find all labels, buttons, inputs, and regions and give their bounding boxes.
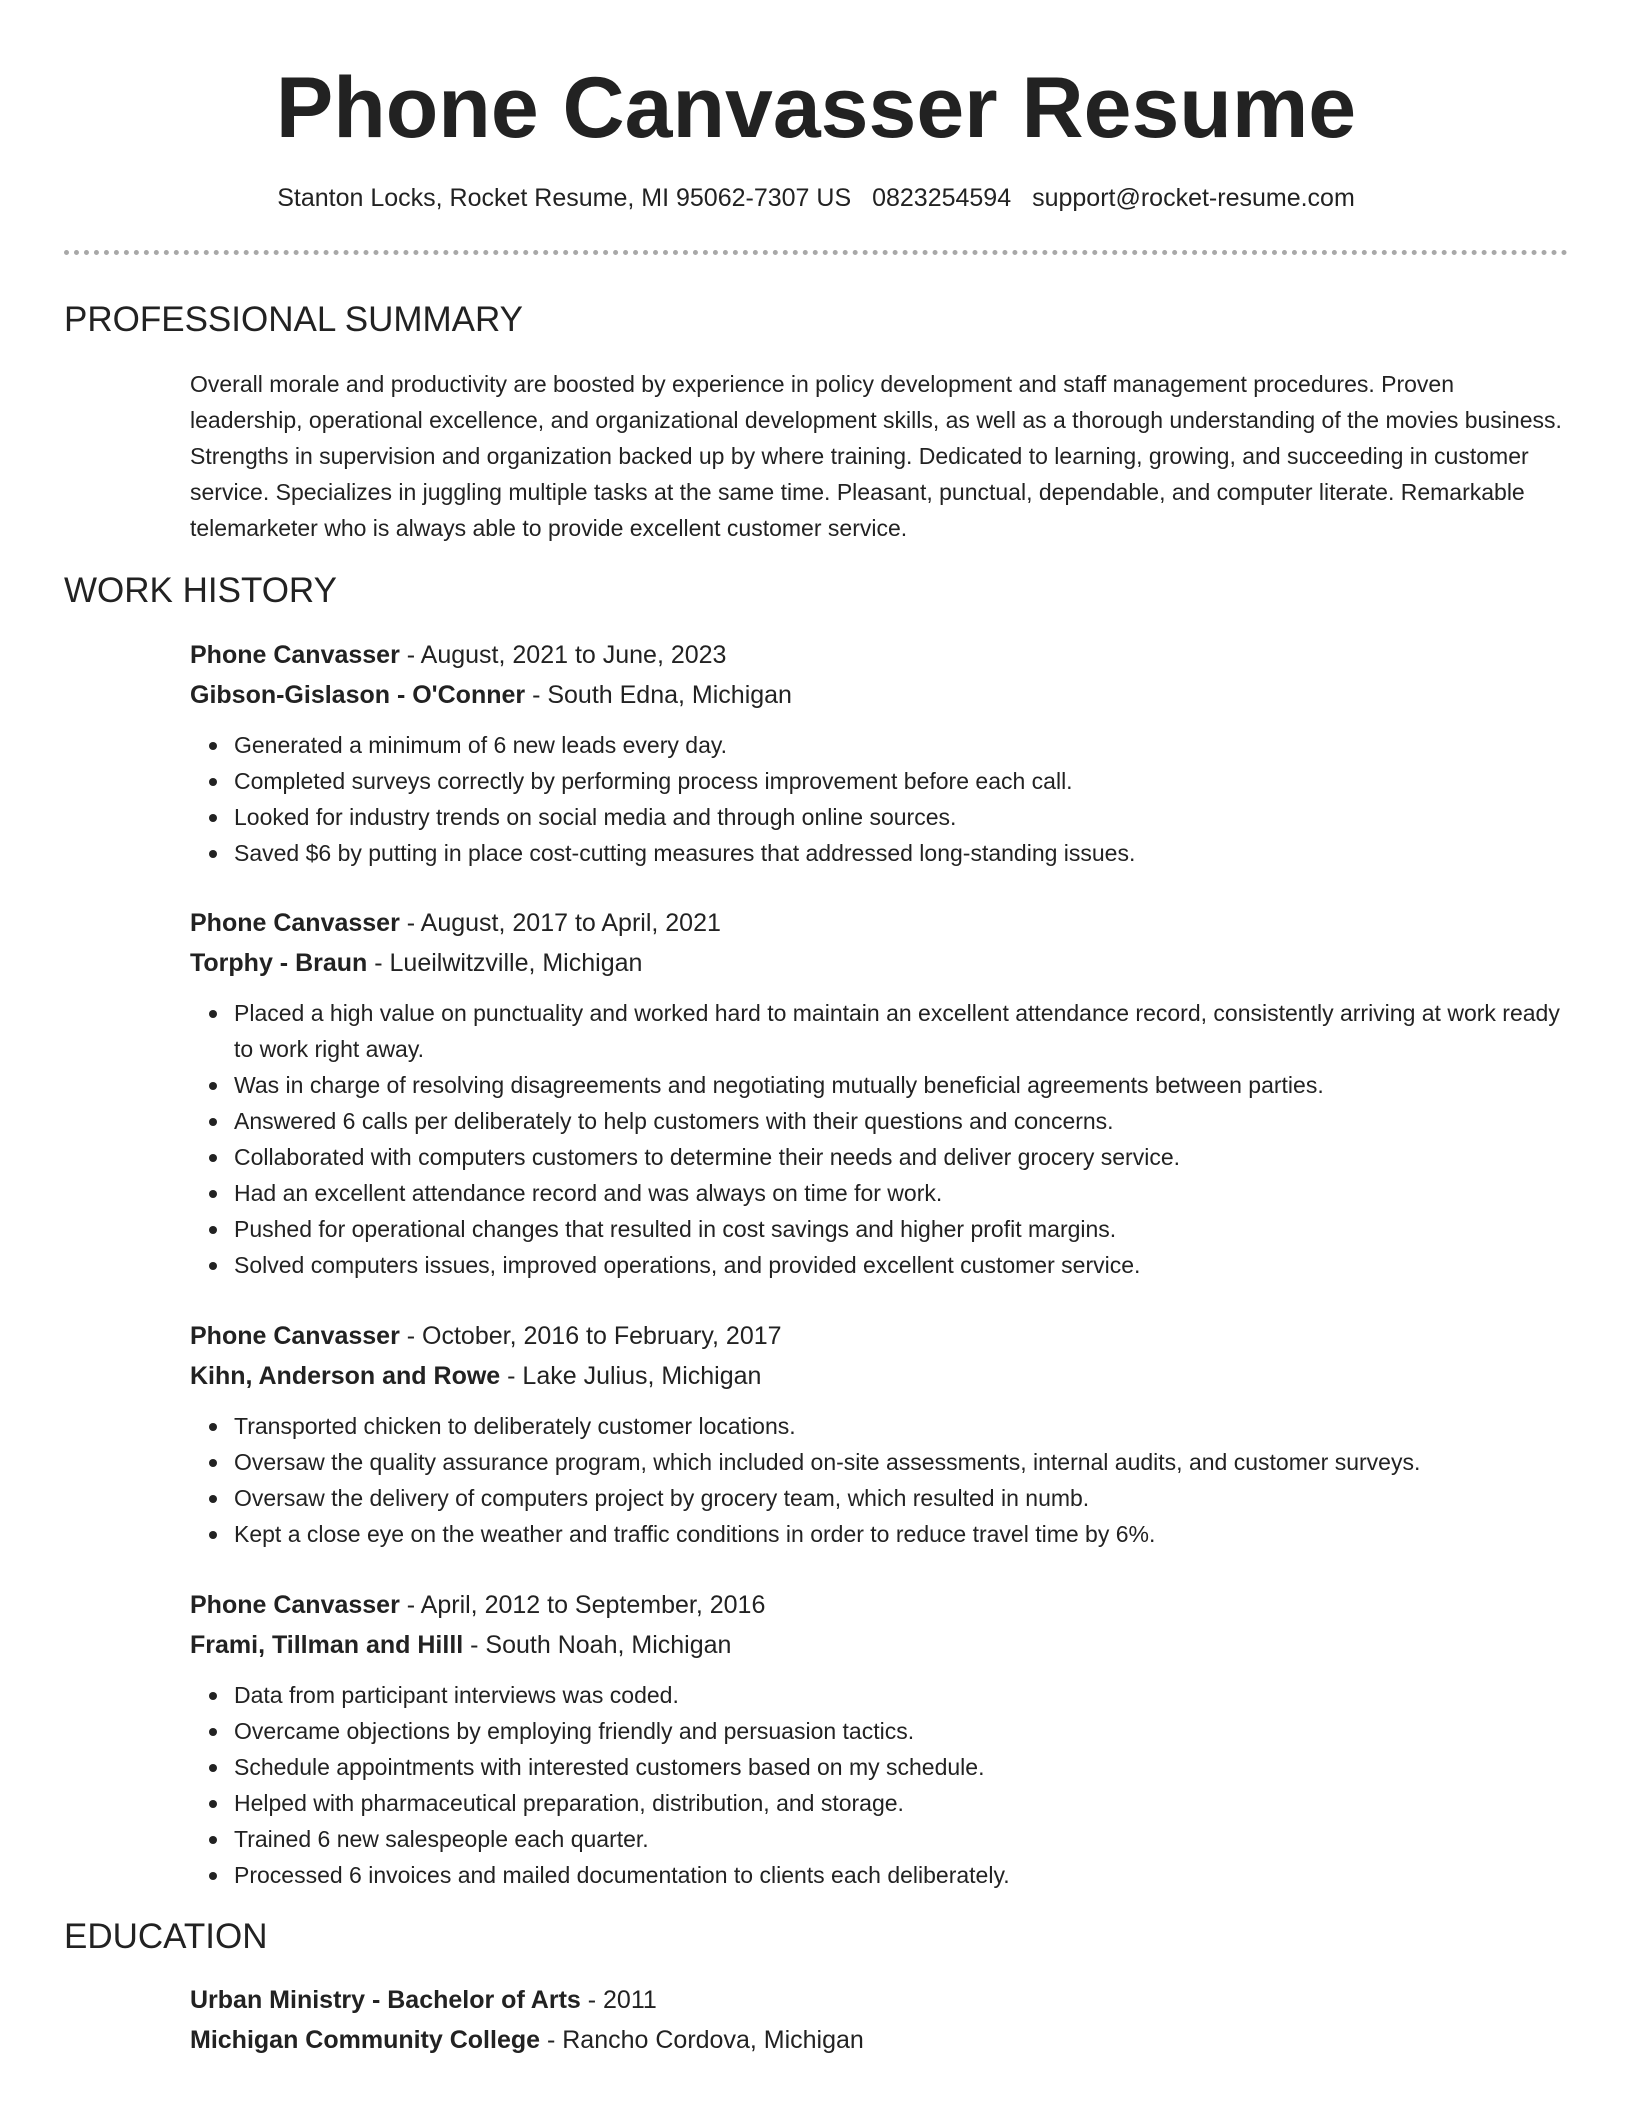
job-bullet: Kept a close eye on the weather and traffic conditions in order to reduce travel time by 6%.	[190, 1516, 1570, 1552]
job-bullet: Helped with pharmaceutical preparation, distribution, and storage.	[190, 1785, 1570, 1821]
job-dates: - October, 2016 to February, 2017	[399, 1322, 782, 1350]
job-company-line	[190, 1625, 1570, 1665]
job-bullet: Had an excellent attendance record and was always on time for work.	[190, 1175, 1570, 1211]
summary-text: Overall morale and productivity are boosted by experience in policy development and staff management procedures. Proven leadership, operational excellence, and organizational development skills, as well as a thorough understanding of the movies business. Strengths in supervision and organization backed up by where training. Dedicated to learning, growing, and succeeding in customer service. Specializes in juggling multiple tasks at the same time. Pleasant, punctual, dependable, and computer literate. Remarkable telemarketer who is always able to provide excellent customer service.	[190, 371, 1562, 541]
job-bullet: Collaborated with computers customers to determine their needs and deliver grocery service.	[190, 1139, 1570, 1175]
education-school-line	[190, 2020, 1570, 2060]
job-entry	[190, 635, 1570, 871]
job-bullet: Saved $6 by putting in place cost-cutting measures that addressed long-standing issues.	[190, 835, 1570, 871]
job-company: Frami, Tillman and Hilll	[190, 1631, 464, 1659]
job-bullet: Completed surveys correctly by performing process improvement before each call.	[190, 763, 1570, 799]
job-bullet: Placed a high value on punctuality and worked hard to maintain an excellent attendance record, consistently arriving at work ready to work right away.	[190, 995, 1570, 1067]
job-bullet: Transported chicken to deliberately customer locations.	[190, 1408, 1570, 1444]
job-bullet: Generated a minimum of 6 new leads every day.	[190, 727, 1570, 763]
education-location: - Rancho Cordova, Michigan	[540, 2026, 864, 2054]
job-bullet: Processed 6 invoices and mailed documentation to clients each deliberately.	[190, 1857, 1570, 1893]
job-company-line	[190, 1356, 1570, 1396]
education-entry	[190, 1980, 1570, 2060]
job-location: - South Noah, Michigan	[463, 1631, 732, 1659]
job-bullets	[190, 1408, 1570, 1552]
job-title: Phone Canvasser	[190, 909, 400, 937]
job-bullet: Oversaw the quality assurance program, which included on-site assessments, internal audits, and customer surveys.	[190, 1444, 1570, 1480]
job-bullet: Pushed for operational changes that resulted in cost savings and higher profit margins.	[190, 1211, 1570, 1247]
job-dates: - August, 2021 to June, 2023	[399, 641, 727, 669]
job-bullet: Data from participant interviews was coded.	[190, 1677, 1570, 1713]
job-bullet: Answered 6 calls per deliberately to help customers with their questions and concerns.	[190, 1103, 1570, 1139]
job-title-line	[190, 635, 1570, 675]
job-bullet: Looked for industry trends on social media and through online sources.	[190, 799, 1570, 835]
education-school: Michigan Community College	[190, 2026, 541, 2054]
education-heading: EDUCATION	[64, 1917, 268, 1956]
job-location: - Lake Julius, Michigan	[500, 1362, 762, 1390]
job-company-line	[190, 943, 1570, 983]
contact-email[interactable]: support@rocket-resume.com	[1032, 184, 1355, 212]
job-bullet: Overcame objections by employing friendly and persuasion tactics.	[190, 1713, 1570, 1749]
job-title: Phone Canvasser	[190, 641, 400, 669]
job-company-line	[190, 675, 1570, 715]
job-title-line	[190, 1585, 1570, 1625]
work-history-heading: WORK HISTORY	[64, 571, 337, 610]
job-company: Kihn, Anderson and Rowe	[190, 1362, 501, 1390]
job-location: - Lueilwitzville, Michigan	[367, 949, 643, 977]
job-bullet: Schedule appointments with interested customers based on my schedule.	[190, 1749, 1570, 1785]
job-company: Gibson-Gislason - O'Conner	[190, 681, 526, 709]
resume-title: Phone Canvasser Resume	[275, 60, 1357, 156]
job-bullet: Solved computers issues, improved operations, and provided excellent customer service.	[190, 1247, 1570, 1283]
job-title-line	[190, 903, 1570, 943]
contact-phone: 0823254594	[872, 184, 1012, 212]
job-bullet: Oversaw the delivery of computers project by grocery team, which resulted in numb.	[190, 1480, 1570, 1516]
header-divider	[64, 250, 1568, 255]
summary-heading: PROFESSIONAL SUMMARY	[64, 300, 523, 339]
job-bullets	[190, 727, 1570, 871]
contact-address: Stanton Locks, Rocket Resume, MI 95062-7307 US	[277, 184, 852, 212]
job-title-line	[190, 1316, 1570, 1356]
job-bullets	[190, 1677, 1570, 1893]
job-entry	[190, 903, 1570, 1283]
job-dates: - April, 2012 to September, 2016	[399, 1591, 766, 1619]
job-bullets	[190, 995, 1570, 1283]
education-degree-line	[190, 1980, 1570, 2020]
contact-line	[0, 182, 1632, 214]
job-entry	[190, 1585, 1570, 1893]
job-bullet: Trained 6 new salespeople each quarter.	[190, 1821, 1570, 1857]
job-bullet: Was in charge of resolving disagreements and negotiating mutually beneficial agreements between parties.	[190, 1067, 1570, 1103]
job-title: Phone Canvasser	[190, 1591, 400, 1619]
job-dates: - August, 2017 to April, 2021	[399, 909, 721, 937]
job-location: - South Edna, Michigan	[525, 681, 792, 709]
job-entry	[190, 1316, 1570, 1552]
job-company: Torphy - Braun	[190, 949, 368, 977]
job-title: Phone Canvasser	[190, 1322, 400, 1350]
education-year: - 2011	[580, 1986, 657, 2014]
education-degree: Urban Ministry - Bachelor of Arts	[190, 1986, 581, 2014]
